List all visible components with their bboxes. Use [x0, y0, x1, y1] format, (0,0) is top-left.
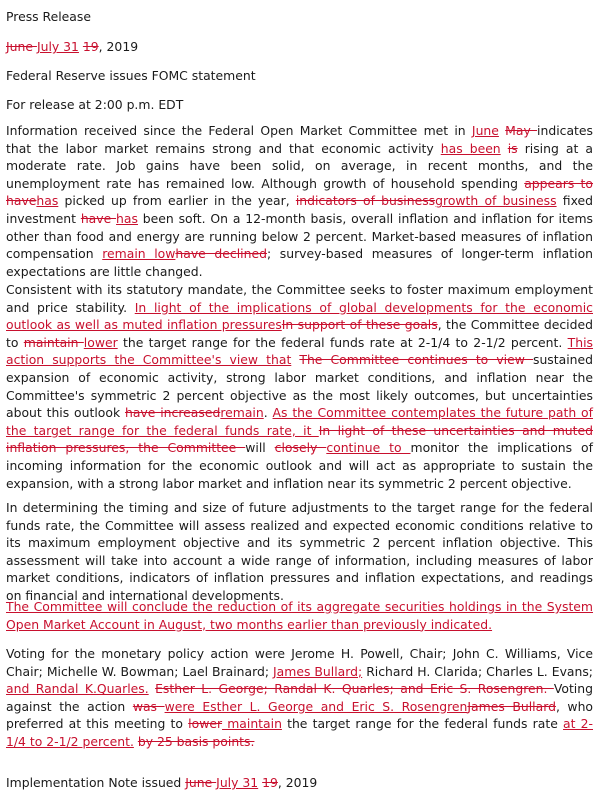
paragraph-future-adjustments	[6, 499, 593, 605]
implementation-note	[6, 774, 317, 791]
paragraph-policy-decision	[6, 281, 593, 492]
inserted-text: and Randal K.Quarles.	[6, 681, 149, 697]
text-run: rising at a moderate rate. Job gains have been solid, on average, in recent months, and the unemployment rate has remained low. Although growth of household spending	[6, 140, 593, 191]
text-run: fixed investment	[6, 193, 594, 226]
deleted-text: In support of these goals	[281, 317, 438, 333]
deleted-text: The Committee continues to view	[299, 352, 533, 368]
inserted-text: lower	[83, 334, 118, 350]
text-run: , 2019	[98, 39, 139, 54]
deleted-text: In light of these uncertainties and muted inflation pressures, the Committee	[6, 422, 593, 456]
inserted-text: remain low	[102, 246, 176, 262]
text-run: sustained expansion of economic activity, strong labor market conditions, and inflation near the Committee's symmetric 2 percent objective as the most likely outcomes, but uncertainties about this outlook	[6, 352, 593, 421]
deleted-text: Esther L. George; Randal K. Quarles; and Eric S. Rosengren.	[155, 681, 554, 697]
text-run	[501, 141, 508, 156]
text-run: will	[245, 440, 275, 456]
deleted-text: is	[507, 140, 518, 156]
inserted-text: This action supports the Committee's view that	[6, 334, 593, 368]
text-run: monitor the implications of incoming information for the economic outlook and will act as appropriate to sustain the expansion, with a strong labor market and inflation near its symmetric 2 percent objective.	[6, 440, 593, 491]
deleted-text: by 25 basis points.	[137, 733, 255, 749]
inserted-text: growth of business	[435, 193, 557, 209]
paragraph-voting	[6, 645, 593, 751]
release-date	[6, 38, 138, 55]
inserted-text: has been	[440, 140, 501, 156]
deleted-text: lower	[188, 716, 223, 732]
text-run: Implementation Note issued	[6, 775, 186, 790]
inserted-text: continue to	[326, 440, 411, 456]
text-run: Voting against the action	[6, 681, 593, 714]
text-run: ; survey-based measures of longer-term inflation expectations are little changed.	[6, 246, 594, 279]
deleted-text: have	[80, 210, 117, 226]
release-time: For release at 2:00 p.m. EDT	[6, 97, 184, 112]
deleted-text: 19	[262, 775, 278, 790]
deleted-text: maintain	[23, 334, 84, 350]
inserted-text: July 31	[216, 775, 259, 790]
inserted-text: July 31	[36, 39, 79, 54]
deleted-text: closely	[274, 440, 327, 456]
text-run: .	[263, 405, 273, 421]
deleted-text: have increased	[124, 405, 221, 421]
inserted-text: The Committee will conclude the reduction of its aggregate securities holdings in the System Open Market Account in August, two months earlier than previously indicated.	[6, 599, 593, 632]
text-run: Richard H. Clarida; Charles L. Evans;	[362, 663, 593, 679]
deleted-text: indicators of business	[295, 193, 436, 209]
text-run: Information received since the Federal Open Market Committee met in	[6, 123, 472, 138]
text-run: , the Committee decided to	[6, 317, 593, 350]
deleted-text: appears to have	[6, 175, 593, 209]
text-run: indicates that the labor market remains strong and that economic activity	[6, 123, 593, 156]
inserted-text: June	[471, 123, 499, 138]
text-run: the target range for the federal funds rate	[281, 716, 564, 732]
deleted-text: June	[185, 775, 217, 790]
inserted-text: were Esther L. George and Eric S. Rosengren	[164, 698, 468, 714]
text-run: picked up from earlier in the year,	[58, 193, 296, 209]
inserted-text: has	[116, 210, 138, 226]
paragraph-balance-sheet	[6, 598, 593, 633]
deleted-text: James Bullard	[467, 698, 556, 714]
text-run: been soft. On a 12-month basis, overall inflation and inflation for items other than food and energy are running below 2 percent. Market-based measures of inflation compensation	[6, 210, 593, 262]
deleted-text: June	[6, 39, 37, 54]
deleted-text: May	[505, 123, 538, 138]
inserted-text: has	[36, 193, 59, 209]
deleted-text: have declined	[175, 246, 267, 262]
text-run: Voting for the monetary policy action were Jerome H. Powell, Chair; John C. Williams, Vice Chair; Michelle W. Bowman; Lael Brainard;	[6, 646, 593, 679]
text-run: In determining the timing and size of future adjustments to the target range for the federal funds rate, the Committee will assess realized and expected economic conditions relative to its maximum employment objective and its symmetric 2 percent inflation objective. This assessment will take into account a wide range of information, including measures of labor market conditions, indicators of inflation pressures and inflation expectations, and readings on financial and international developments.	[6, 500, 593, 603]
text-run: Consistent with its statutory mandate, the Committee seeks to foster maximum employment and price stability.	[6, 282, 593, 315]
deleted-text: was	[132, 698, 165, 714]
inserted-text: As the Committee contemplates the future path of the target range for the federal funds rate, it	[6, 405, 593, 438]
inserted-text: James Bullard;	[273, 663, 363, 679]
inserted-text: at 2-1/4 to 2-1/2 percent.	[6, 716, 593, 749]
document-title: Federal Reserve issues FOMC statement	[6, 68, 256, 83]
inserted-text: remain	[220, 405, 264, 421]
press-release-label: Press Release	[6, 9, 91, 24]
inserted-text: maintain	[222, 716, 282, 732]
text-run: , 2019	[277, 775, 318, 790]
text-run: , who preferred at this meeting to	[6, 698, 593, 732]
deleted-text: 19	[82, 39, 99, 54]
inserted-text: In light of the implications of global developments for the economic outlook as well as muted inflation pressures	[6, 299, 593, 333]
paragraph-economic-conditions	[6, 122, 593, 280]
text-run: the target range for the federal funds rate at 2-1/4 to 2-1/2 percent.	[117, 334, 568, 350]
